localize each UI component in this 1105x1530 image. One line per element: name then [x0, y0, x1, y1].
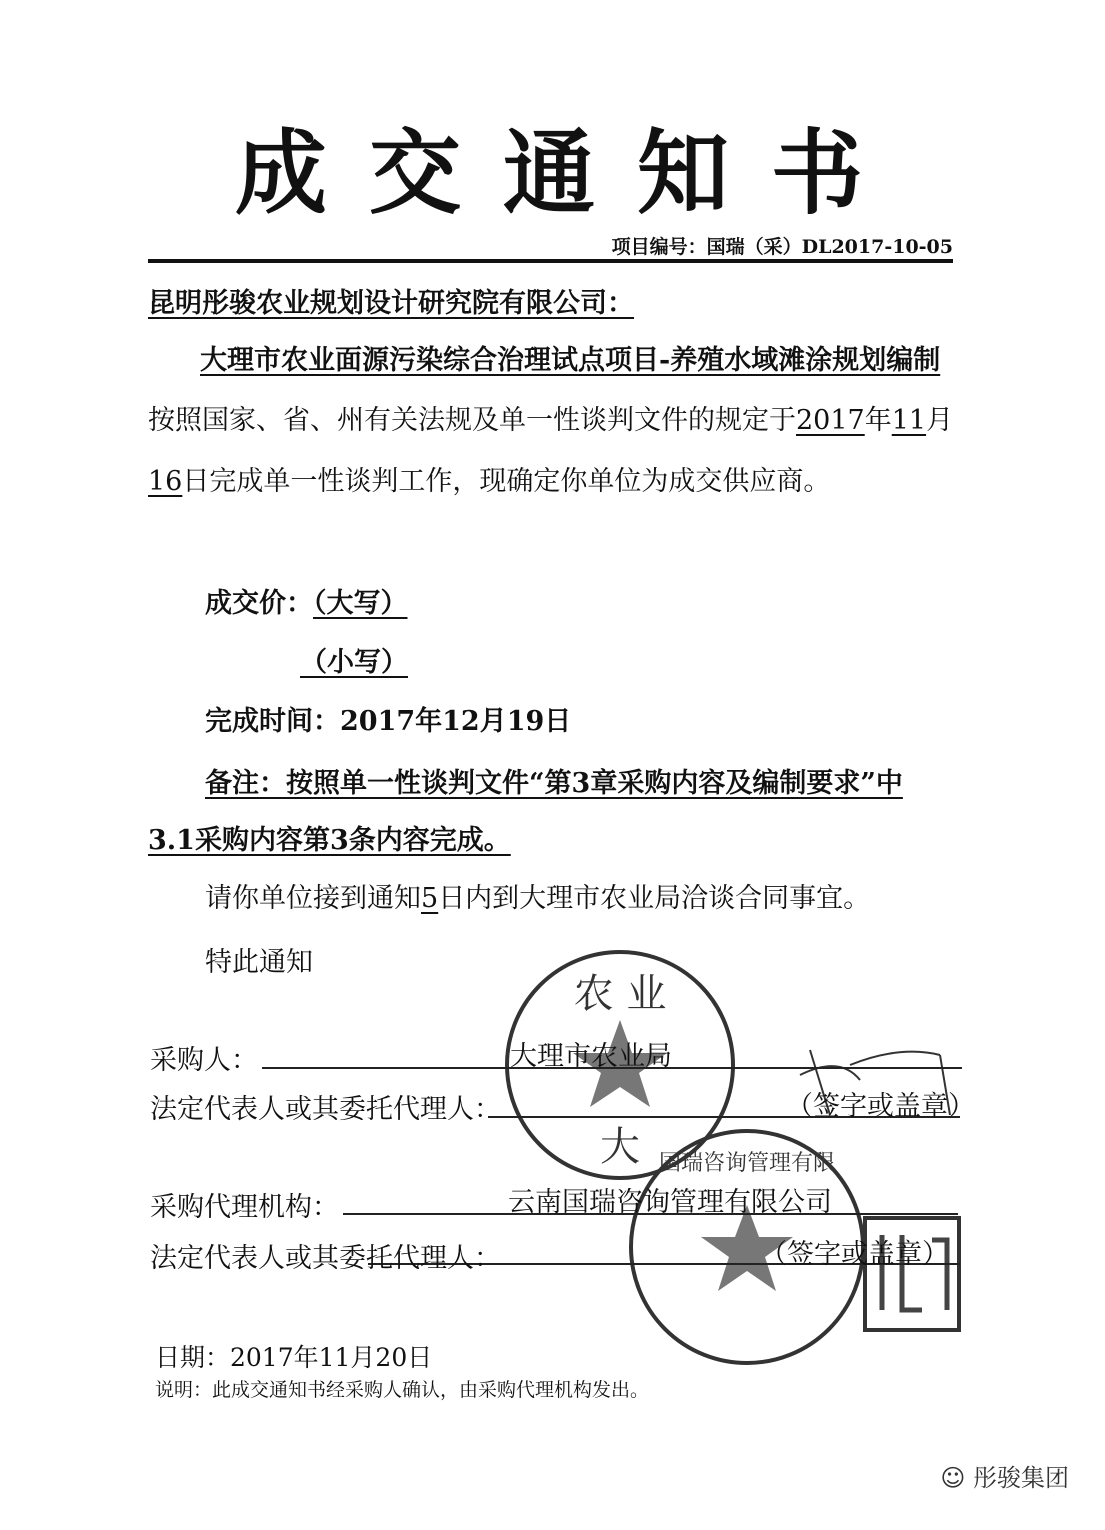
project-number: 项目编号：国瑞（采）DL2017-10-05	[611, 236, 953, 258]
purchaser-label: 采购人：	[150, 1045, 258, 1076]
agency-value: 云南国瑞咨询管理有限公司	[508, 1187, 832, 1218]
para1-month: 11	[891, 405, 927, 436]
para1-year: 2017	[796, 405, 865, 436]
document-title: 成交通知书	[235, 119, 906, 227]
svg-text:大: 大	[600, 1124, 640, 1170]
header-rule	[148, 259, 953, 263]
watermark-text: 彤骏集团	[973, 1464, 1069, 1492]
completion-time: 完成时间：2017年12月19日	[205, 706, 572, 737]
para1-pre: 按照国家、省、州有关法规及单一性谈判文件的规定于	[148, 405, 796, 436]
purchaser-value: 大理市农业局	[510, 1041, 672, 1072]
agency-label: 采购代理机构：	[150, 1192, 339, 1223]
price-upper: （大写）	[313, 588, 408, 619]
price-label: 成交价：	[205, 588, 313, 619]
para1-day: 16	[148, 466, 183, 497]
svg-text:国瑞咨询管理有限: 国瑞咨询管理有限	[658, 1151, 836, 1176]
month-unit: 月	[926, 405, 954, 436]
sign-hint-2: （签字或盖章）	[760, 1239, 949, 1270]
svg-text:农 业: 农 业	[573, 971, 667, 1017]
issue-date: 日期：2017年11月20日	[155, 1343, 433, 1372]
wechat-icon: ☺	[940, 1464, 966, 1492]
sign-hint: （签字或盖章）	[786, 1091, 975, 1122]
recipient: 昆明彤骏农业规划设计研究院有限公司：	[148, 288, 634, 319]
legal-rep-label-2: 法定代表人或其委托代理人：	[150, 1243, 501, 1274]
year-unit: 年	[864, 405, 892, 436]
para1-line1	[148, 398, 953, 437]
notice: 特此通知	[205, 947, 313, 978]
remark-line1: 备注：按照单一性谈判文件“第3章采购内容及编制要求”中	[205, 768, 903, 799]
contact-days: 5	[421, 883, 439, 914]
contact-post: 日内到大理市农业局洽谈合同事宜。	[438, 883, 871, 914]
contact-line	[205, 876, 870, 915]
para1-post: 日完成单一性谈判工作，现确定你单位为成交供应商。	[182, 466, 831, 497]
para1-line2	[148, 459, 830, 498]
price-row	[205, 581, 408, 620]
note: 说明：此成交通知书经采购人确认，由采购代理机构发出。	[155, 1379, 650, 1401]
contact-pre: 请你单位接到通知	[205, 883, 421, 914]
watermark	[940, 1458, 1069, 1493]
project-name: 大理市农业面源污染综合治理试点项目-养殖水域滩涂规划编制	[200, 345, 941, 376]
legal-rep-label: 法定代表人或其委托代理人：	[150, 1094, 501, 1125]
price-lower: （小写）	[300, 647, 408, 678]
remark-line2: 3.1采购内容第3条内容完成。	[148, 825, 511, 856]
